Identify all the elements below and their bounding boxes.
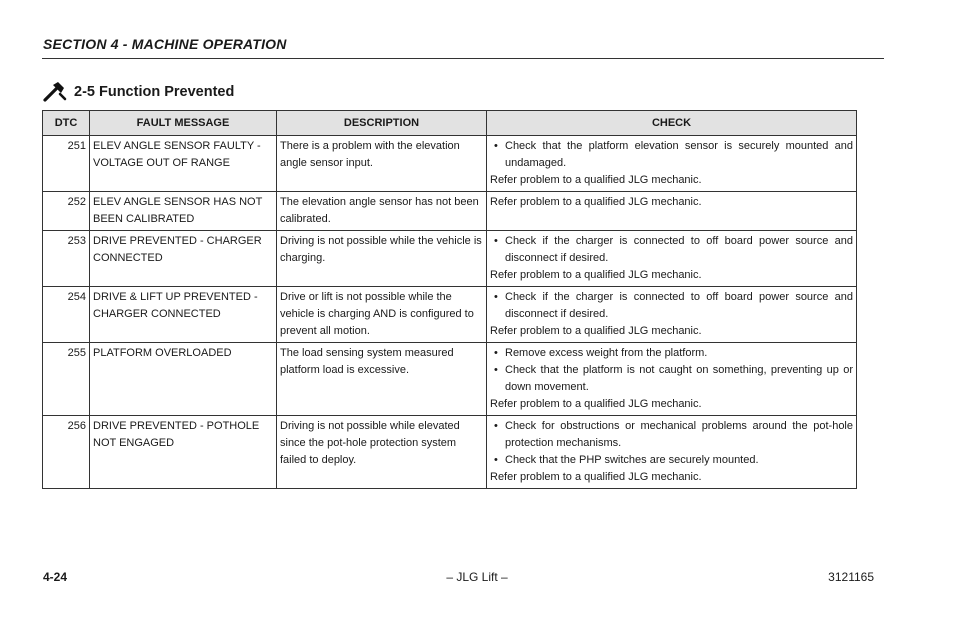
refer-note: Refer problem to a qualified JLG mechanic. — [490, 196, 702, 208]
fault-message: DRIVE PREVENTED - CHARGER CONNECTED — [90, 231, 277, 287]
table-body — [43, 136, 857, 489]
dtc-code: 251 — [43, 136, 90, 192]
fault-message: DRIVE PREVENTED - POTHOLE NOT ENGAGED — [90, 416, 277, 489]
refer-note: Refer problem to a qualified JLG mechanic. — [490, 471, 702, 483]
check-item: • Check for obstructions or mechanical problems around the pot-hole protection mechanisms. — [490, 418, 853, 452]
fault-description: The load sensing system measured platform load is excessive. — [277, 343, 487, 416]
check-item: • Check that the platform is not caught on something, preventing up or down movement. — [490, 362, 853, 396]
table-row — [43, 136, 857, 192]
dtc-code: 256 — [43, 416, 90, 489]
check-list — [490, 138, 853, 172]
check-item: • Remove excess weight from the platform. — [490, 345, 853, 362]
section-title: SECTION 4 - MACHINE OPERATION — [43, 36, 287, 52]
check-cell — [487, 343, 857, 416]
refer-note: Refer problem to a qualified JLG mechanic. — [490, 174, 702, 186]
check-cell — [487, 231, 857, 287]
fault-message: PLATFORM OVERLOADED — [90, 343, 277, 416]
table-row — [43, 287, 857, 343]
footer-title: – JLG Lift – — [446, 570, 508, 584]
check-list — [490, 233, 853, 267]
check-item: • Check that the PHP switches are securely mounted. — [490, 452, 853, 469]
fault-description: Drive or lift is not possible while the vehicle is charging AND is configured to prevent all motion. — [277, 287, 487, 343]
wrench-icon — [42, 80, 68, 104]
fault-description: The elevation angle sensor has not been calibrated. — [277, 192, 487, 231]
table-row — [43, 192, 857, 231]
column-header-dtc: DTC — [43, 111, 90, 136]
check-item: • Check that the platform elevation sensor is securely mounted and undamaged. — [490, 138, 853, 172]
check-list — [490, 289, 853, 323]
check-list — [490, 418, 853, 469]
dtc-code: 255 — [43, 343, 90, 416]
table-header-row — [43, 111, 857, 136]
refer-note: Refer problem to a qualified JLG mechanic. — [490, 398, 702, 410]
column-header-fault-message: FAULT MESSAGE — [90, 111, 277, 136]
subsection-title: 2-5 Function Prevented — [74, 84, 235, 100]
dtc-code: 253 — [43, 231, 90, 287]
fault-description: Driving is not possible while the vehicle is charging. — [277, 231, 487, 287]
check-cell — [487, 192, 857, 231]
fault-message: ELEV ANGLE SENSOR FAULTY - VOLTAGE OUT OF RANGE — [90, 136, 277, 192]
refer-note: Refer problem to a qualified JLG mechanic. — [490, 325, 702, 337]
check-cell — [487, 416, 857, 489]
document-number: 3121165 — [828, 570, 874, 584]
check-cell — [487, 136, 857, 192]
dtc-code: 252 — [43, 192, 90, 231]
column-header-description: DESCRIPTION — [277, 111, 487, 136]
check-item: • Check if the charger is connected to off board power source and disconnect if desired. — [490, 233, 853, 267]
page-number: 4-24 — [43, 570, 68, 584]
check-list — [490, 345, 853, 396]
table-row — [43, 343, 857, 416]
fault-description: Driving is not possible while elevated since the pot-hole protection system failed to deploy. — [277, 416, 487, 489]
fault-description: There is a problem with the elevation angle sensor input. — [277, 136, 487, 192]
check-cell — [487, 287, 857, 343]
table-row — [43, 416, 857, 489]
dtc-code: 254 — [43, 287, 90, 343]
subsection-heading — [42, 80, 234, 104]
table-row — [43, 231, 857, 287]
header-divider — [42, 58, 884, 59]
column-header-check: CHECK — [487, 111, 857, 136]
fault-message: DRIVE & LIFT UP PREVENTED - CHARGER CONNECTED — [90, 287, 277, 343]
check-item: • Check if the charger is connected to off board power source and disconnect if desired. — [490, 289, 853, 323]
refer-note: Refer problem to a qualified JLG mechanic. — [490, 269, 702, 281]
dtc-table — [42, 110, 857, 489]
fault-message: ELEV ANGLE SENSOR HAS NOT BEEN CALIBRATED — [90, 192, 277, 231]
